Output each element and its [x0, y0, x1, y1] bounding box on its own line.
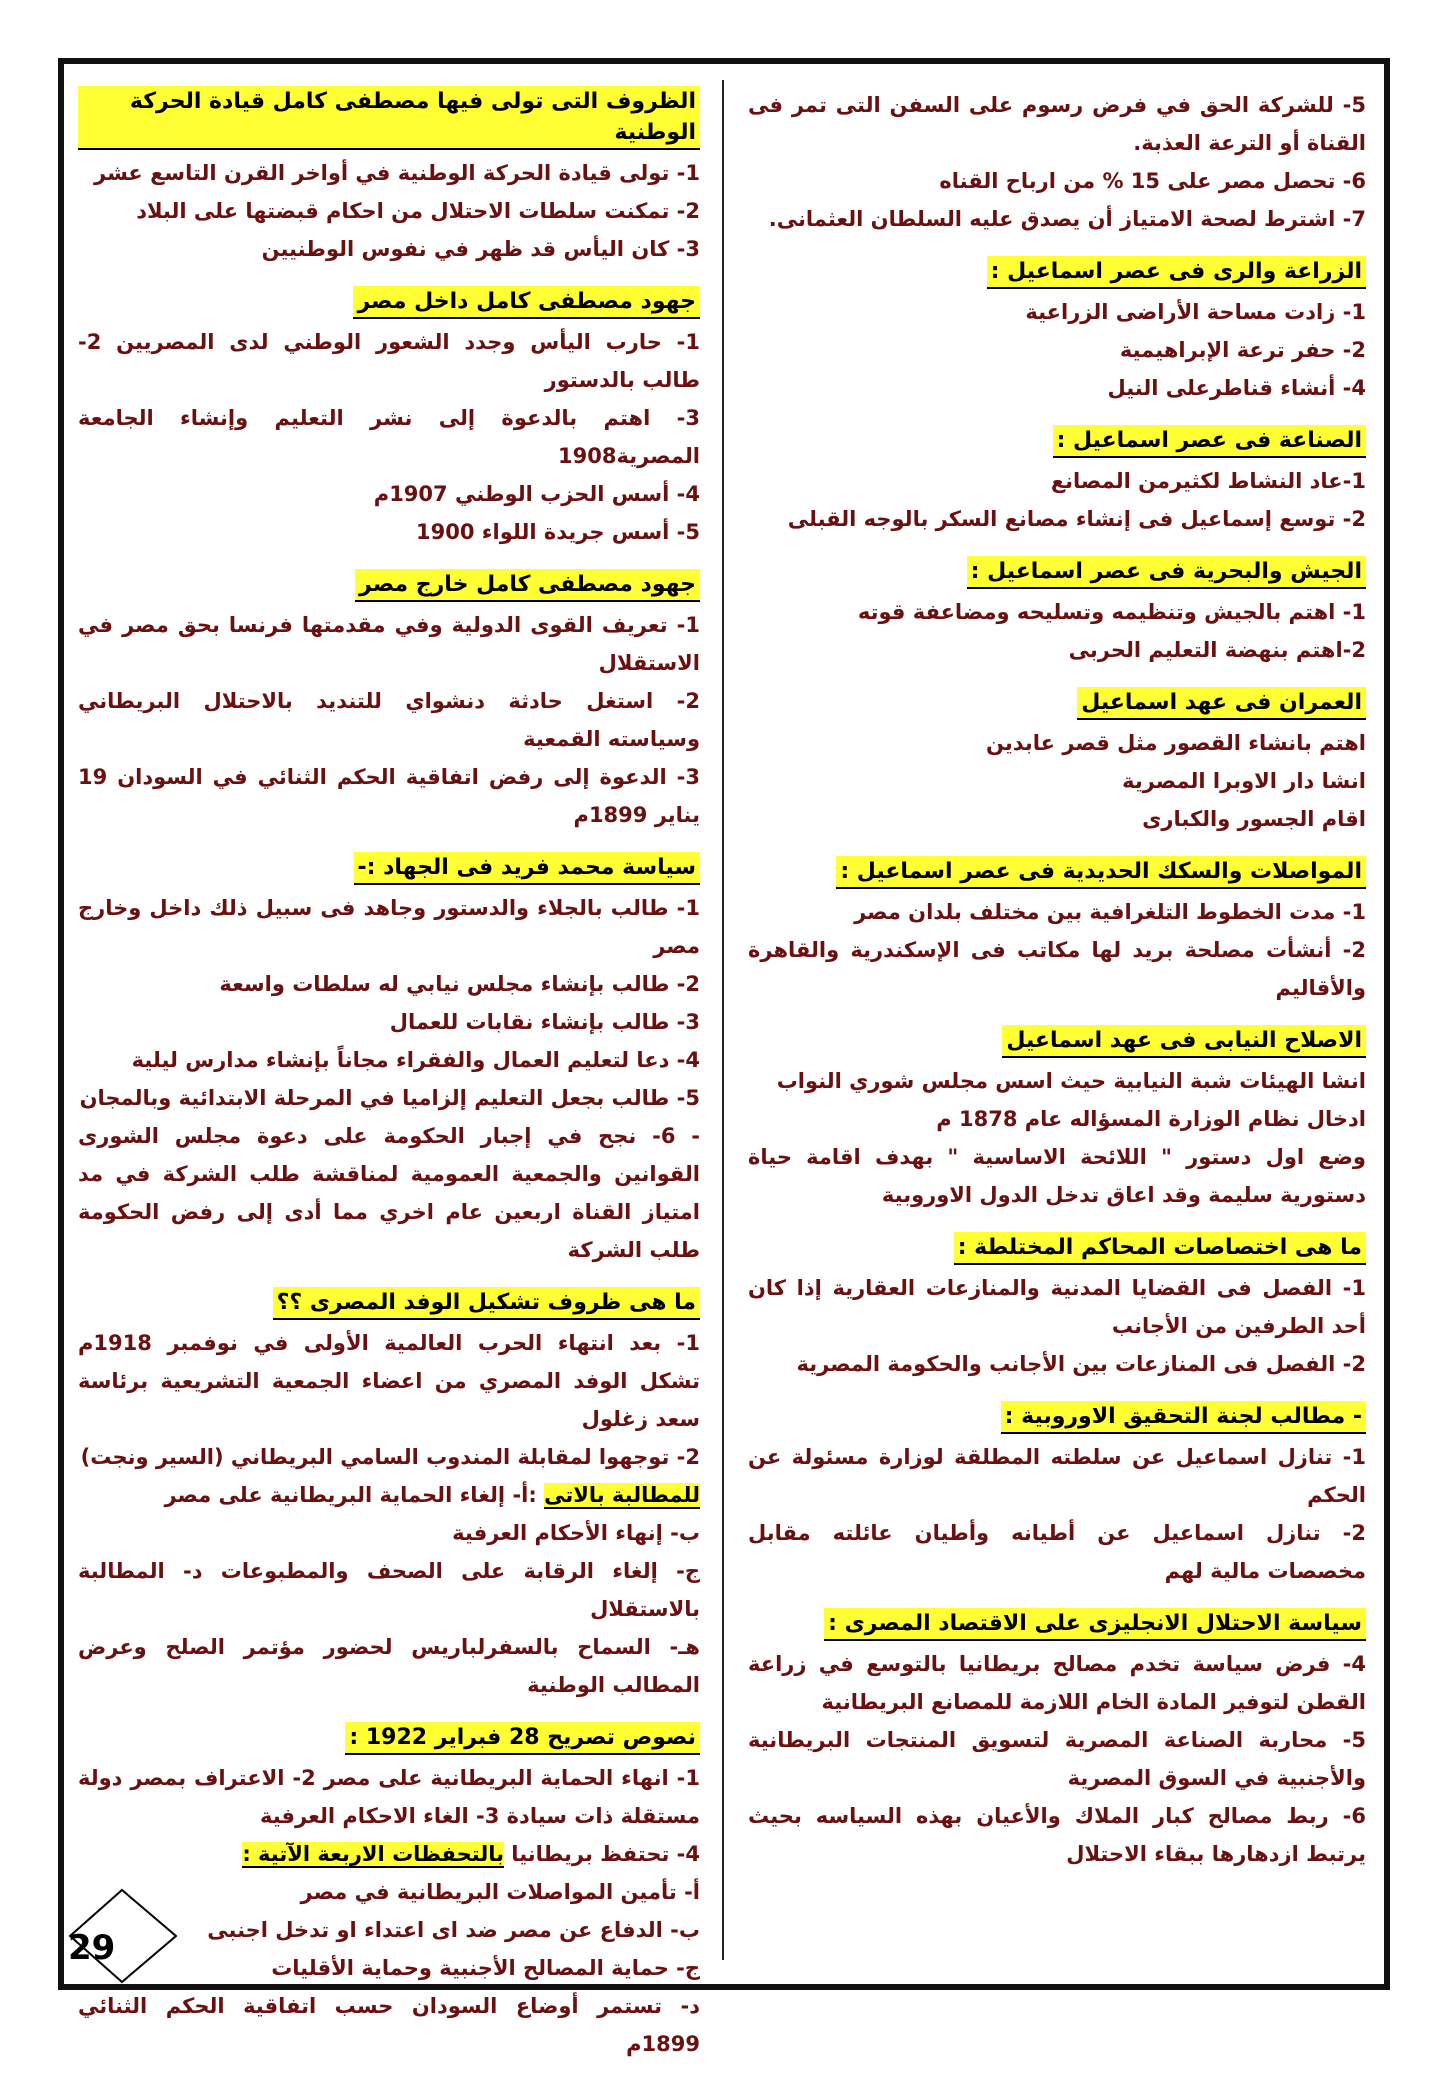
- text-line: انشا دار الاوبرا المصرية: [1122, 769, 1366, 793]
- text-line: ب- الدفاع عن مصر ضد اى اعتداء او تدخل اجنبى: [207, 1918, 700, 1942]
- section-heading: الجيش والبحرية فى عصر اسماعيل :: [967, 556, 1366, 589]
- text-line: ب- إنهاء الأحكام العرفية: [452, 1521, 700, 1545]
- text-line: 1- حارب اليأس وجدد الشعور الوطني لدى المصريين 2- طالب بالدستور: [78, 330, 700, 392]
- highlighted-phrase: للمطالبة بالاتى: [544, 1483, 700, 1507]
- section-industry: [748, 425, 1366, 538]
- column-divider: [722, 80, 724, 1960]
- section-kamel-outside-egypt: [78, 569, 700, 834]
- text-line: 1- انهاء الحماية البريطانية على مصر 2- الاعتراف بمصر دولة مستقلة ذات سيادة 3- الغاء الاحكام العرفية: [78, 1766, 700, 1828]
- section-parliament: [748, 1025, 1366, 1214]
- text-phrase: :أ- إلغاء الحماية البريطانية على مصر: [164, 1483, 545, 1507]
- section-army: [748, 556, 1366, 669]
- text-line: 2- حفر ترعة الإبراهيمية: [1119, 338, 1366, 362]
- text-line: 1- الفصل فى القضايا المدنية والمنازعات العقارية إذا كان أحد الطرفين من الأجانب: [748, 1276, 1366, 1338]
- section-heading: ما هى ظروف تشكيل الوفد المصرى ؟؟: [273, 1287, 700, 1320]
- left-column: [78, 86, 700, 2081]
- text-line: 5- محاربة الصناعة المصرية لتسويق المنتجات البريطانية والأجنبية في السوق المصرية: [748, 1728, 1366, 1790]
- text-line: 5- أسس جريدة اللواء 1900: [416, 520, 700, 544]
- section-economic-policy: [748, 1608, 1366, 1873]
- section-heading: نصوص تصريح 28 فبراير 1922 :: [345, 1722, 700, 1755]
- section-heading: الظروف التى تولى فيها مصطفى كامل قيادة الحركة الوطنية: [78, 86, 700, 150]
- text-line: وضع اول دستور " اللائحة الاساسية " بهدف اقامة حياة دستورية سليمة وقد اعاق تدخل الدول الاوروبية: [748, 1145, 1366, 1207]
- page-number: 29: [68, 1928, 116, 1968]
- text-line: 1- بعد انتهاء الحرب العالمية الأولى في نوفمبر 1918م تشكل الوفد المصري من اعضاء الجمعية التشريعية برئاسة سعد زغلول: [78, 1331, 700, 1431]
- text-line: 2- توسع إسماعيل فى إنشاء مصانع السكر بالوجه القبلى: [787, 507, 1366, 531]
- text-line: 2- تمكنت سلطات الاحتلال من احكام قبضتها على البلاد: [136, 199, 700, 223]
- text-line: 1- اهتم بالجيش وتنظيمه وتسليحه ومضاعفة قوته: [857, 600, 1366, 624]
- text-line: 5- طالب بجعل التعليم إلزاميا في المرحلة الابتدائية وبالمجان: [79, 1086, 700, 1110]
- text-line: 2- طالب بإنشاء مجلس نيابي له سلطات واسعة: [219, 972, 700, 996]
- text-line: 3- اهتم بالدعوة إلى نشر التعليم وإنشاء الجامعة المصرية1908: [78, 406, 700, 468]
- text-line: 7- اشترط لصحة الامتياز أن يصدق عليه السلطان العثمانى.: [768, 207, 1366, 231]
- right-column: [748, 86, 1366, 1891]
- text-line: 1- طالب بالجلاء والدستور وجاهد فى سبيل ذلك داخل وخارج مصر: [78, 896, 700, 958]
- text-line: 4- فرض سياسة تخدم مصالح بريطانيا بالتوسع في زراعة القطن لتوفير المادة الخام اللازمة للمصانع البريطانية: [748, 1652, 1366, 1714]
- text-line: 6- ربط مصالح كبار الملاك والأعيان بهذه السياسه بحيث يرتبط ازدهارها ببقاء الاحتلال: [748, 1804, 1366, 1866]
- text-line: 3- طالب بإنشاء نقابات للعمال: [389, 1010, 700, 1034]
- text-line: ج- حماية المصالح الأجنبية وحماية الأقليات: [271, 1956, 700, 1980]
- section-mohamed-farid: [78, 852, 700, 1269]
- text-line: - 6- نجح في إجبار الحكومة على دعوة مجلس الشورى القوانين والجمعية العمومية لمناقشة طلب الشركة في مد امتياز القناة اربعين عام اخري مما أدى إلى رفض الحكومة طلب الشركة: [78, 1124, 700, 1262]
- text-phrase: 4- تحتفظ بريطانيا: [504, 1842, 700, 1866]
- text-line: 1- زادت مساحة الأراضى الزراعية: [1025, 300, 1366, 324]
- text-line: 1-عاد النشاط لكثيرمن المصانع: [1050, 469, 1366, 493]
- section-heading: ما هى اختصاصات المحاكم المختلطة :: [954, 1232, 1366, 1265]
- section-transport: [748, 856, 1366, 1007]
- text-line: اهتم بانشاء القصور مثل قصر عابدين: [986, 731, 1366, 755]
- text-line: 4- أنشاء قناطرعلى النيل: [1107, 376, 1366, 400]
- highlighted-phrase: بالتحفظات الاربعة الآتية :: [242, 1842, 504, 1866]
- section-heading: الزراعة والرى فى عصر اسماعيل :: [987, 256, 1366, 289]
- section-heading: جهود مصطفى كامل داخل مصر: [353, 286, 700, 319]
- section-kamel-inside-egypt: [78, 286, 700, 551]
- text-line: د- تستمر أوضاع السودان حسب اتفاقية الحكم الثنائي 1899م: [78, 1994, 700, 2056]
- text-line: أ- تأمين المواصلات البريطانية في مصر: [300, 1880, 700, 1904]
- text-line: 3- كان اليأس قد ظهر في نفوس الوطنيين: [261, 237, 700, 261]
- text-line: 3- الدعوة إلى رفض اتفاقية الحكم الثنائي في السودان 19 يناير 1899م: [78, 765, 700, 827]
- text-line: 1- تعريف القوى الدولية وفي مقدمتها فرنسا بحق مصر في الاستقلال: [78, 613, 700, 675]
- text-line: هـ- السماح بالسفرلباريس لحضور مؤتمر الصلح وعرض المطالب الوطنية: [78, 1635, 700, 1697]
- section-heading: العمران فى عهد اسماعيل: [1077, 687, 1366, 720]
- text-line: 4- دعا لتعليم العمال والفقراء مجاناً بإنشاء مدارس ليلية: [131, 1048, 700, 1072]
- text-line: 2- توجهوا لمقابلة المندوب السامي البريطاني (السير ونجت): [80, 1445, 700, 1469]
- text-line: 2- تنازل اسماعيل عن أطيانه وأطيان عائلته مقابل مخصصات مالية لهم: [748, 1521, 1366, 1583]
- section-mustafa-kamel-circumstances: [78, 86, 700, 268]
- section-heading: جهود مصطفى كامل خارج مصر: [355, 569, 700, 602]
- section-canal-terms: [748, 86, 1366, 238]
- section-european-commission: [748, 1401, 1366, 1590]
- text-line: ادخال نظام الوزارة المسؤاله عام 1878 م: [936, 1107, 1366, 1131]
- section-heading: الاصلاح النيابى فى عهد اسماعيل: [1002, 1025, 1366, 1058]
- text-line: 1- تولى قيادة الحركة الوطنية في أواخر القرن التاسع عشر: [94, 161, 700, 185]
- text-line: اقام الجسور والكبارى: [1142, 807, 1366, 831]
- text-line: 2- استغل حادثة دنشواي للتنديد بالاحتلال البريطاني وسياسته القمعية: [78, 689, 700, 751]
- text-line: 1- مدت الخطوط التلغرافية بين مختلف بلدان مصر: [854, 900, 1366, 924]
- section-urban: [748, 687, 1366, 838]
- section-mixed-courts: [748, 1232, 1366, 1383]
- section-heading: سياسة محمد فريد فى الجهاد :-: [354, 852, 700, 885]
- text-line: 6- تحصل مصر على 15 % من ارباح القناه: [939, 169, 1366, 193]
- text-line: 4- أسس الحزب الوطني 1907م: [373, 482, 700, 506]
- section-heading: سياسة الاحتلال الانجليزى على الاقتصاد المصرى :: [824, 1608, 1366, 1641]
- section-agriculture: [748, 256, 1366, 407]
- text-line: [78, 1476, 700, 1514]
- section-wafd: [78, 1287, 700, 1704]
- text-line: 2- الفصل فى المنازعات بين الأجانب والحكومة المصرية: [796, 1352, 1366, 1376]
- text-line: انشا الهيئات شبة النيابية حيث اسس مجلس شوري النواب: [776, 1069, 1366, 1093]
- section-heading: المواصلات والسكك الحديدية فى عصر اسماعيل :: [836, 856, 1366, 889]
- section-heading: الصناعة فى عصر اسماعيل :: [1053, 425, 1366, 458]
- text-line: 5- للشركة الحق في فرض رسوم على السفن التى تمر فى القناة أو الترعة العذبة.: [748, 93, 1366, 155]
- text-line: [78, 1835, 700, 1873]
- text-line: 2-اهتم بنهضة التعليم الحربى: [1068, 638, 1366, 662]
- text-line: ج- إلغاء الرقابة على الصحف والمطبوعات د- المطالبة بالاستقلال: [78, 1559, 700, 1621]
- text-line: 2- أنشأت مصلحة بريد لها مكاتب فى الإسكندرية والقاهرة والأقاليم: [748, 938, 1366, 1000]
- text-line: 1- تنازل اسماعيل عن سلطته المطلقة لوزارة مسئولة عن الحكم: [748, 1445, 1366, 1507]
- section-heading: - مطالب لجنة التحقيق الاوروبية :: [1001, 1401, 1366, 1434]
